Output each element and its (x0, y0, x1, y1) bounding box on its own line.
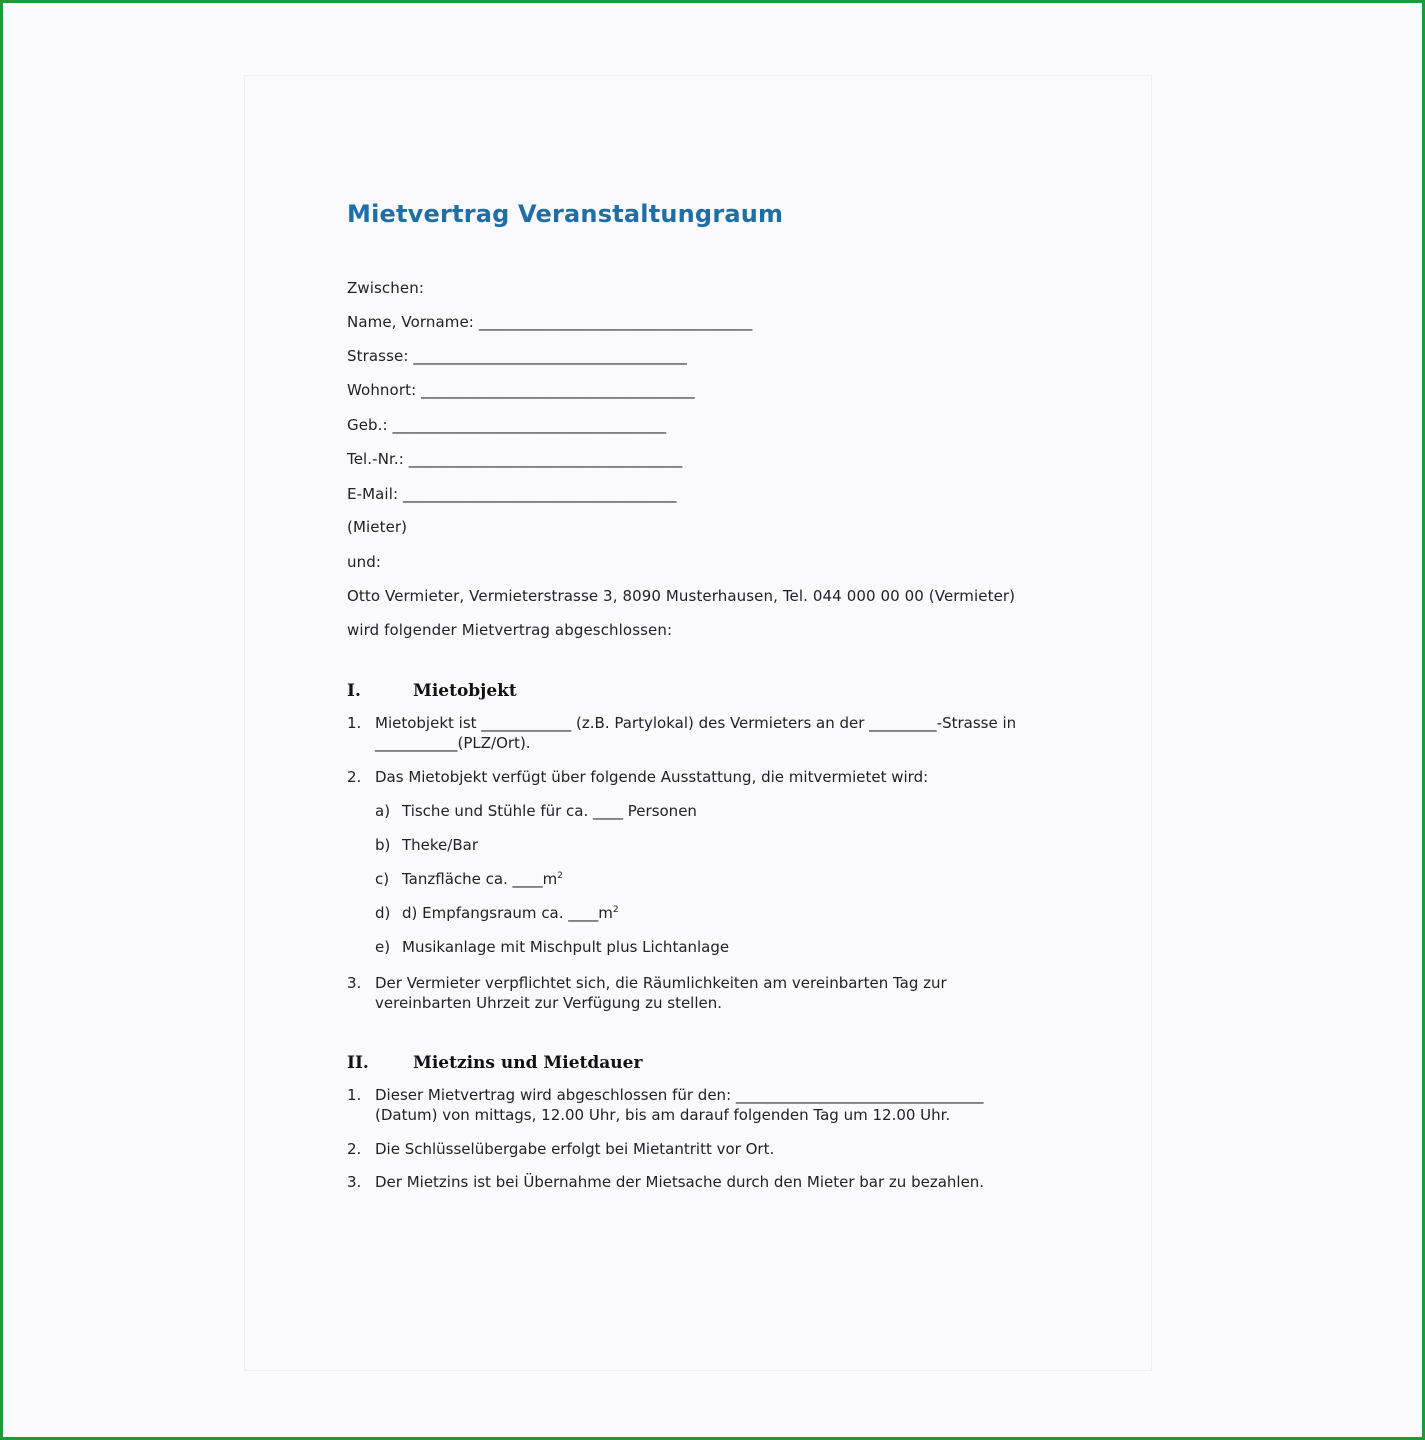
sub-item-letter: c) (375, 870, 390, 888)
section-heading-mietobjekt (347, 681, 517, 701)
list-item-text: Dieser Mietvertrag wird abgeschlossen für den: _________________________________ (Datum) von mittags, 12.00 Uhr, bis am darauf folgenden Tag um 12.00 Uhr. (375, 1086, 984, 1124)
field-name: Name, Vorname: ____________________________________ (347, 313, 753, 331)
sub-item-letter: e) (375, 938, 391, 956)
landlord-line: Otto Vermieter, Vermieterstrasse 3, 8090 Musterhausen, Tel. 044 000 00 00 (Vermieter) (347, 587, 1016, 605)
list-item-number: 3. (347, 1173, 362, 1191)
tenant-label: (Mieter) (347, 518, 408, 536)
superscript: 2 (612, 905, 619, 915)
list-item-number: 2. (347, 1140, 362, 1158)
field-phone: Tel.-Nr.: ____________________________________ (347, 450, 683, 468)
section-title: Mietobjekt (413, 681, 517, 701)
list-item-number: 1. (347, 1086, 362, 1104)
document-title: Mietvertrag Veranstaltungraum (347, 200, 784, 228)
sub-item-text: Tische und Stühle für ca. ____ Personen (402, 802, 697, 820)
list-item-number: 2. (347, 768, 362, 786)
field-birthdate: Geb.: ____________________________________ (347, 416, 667, 434)
list-item-text: Das Mietobjekt verfügt über folgende Ausstattung, die mitvermietet wird: (375, 768, 929, 786)
section-heading-mietzins (347, 1053, 642, 1073)
section-number: II. (347, 1053, 369, 1073)
superscript: 2 (557, 871, 563, 881)
field-email: E-Mail: ____________________________________ (347, 485, 677, 503)
sub-item-text: Musikanlage mit Mischpult plus Lichtanlage (402, 938, 730, 956)
list-item-text: Mietobjekt ist ____________ (z.B. Partylokal) des Vermieters an der _________-Strasse in ___________(PLZ/Ort). (375, 714, 1017, 752)
sub-item-text: Theke/Bar (402, 836, 478, 854)
list-item-text: Der Mietzins ist bei Übernahme der Mietsache durch den Mieter bar zu bezahlen. (375, 1173, 985, 1191)
field-street: Strasse: ____________________________________ (347, 347, 687, 365)
sub-item-letter: d) (375, 904, 391, 922)
document-page (244, 75, 1152, 1371)
sub-item-text: Tanzfläche ca. ____m (402, 870, 558, 888)
sub-item-letter: a) (375, 802, 391, 820)
sub-item (375, 870, 563, 888)
sub-item (375, 904, 619, 922)
sub-item (375, 802, 697, 820)
parties-intro: Zwischen: (347, 279, 424, 297)
sub-item (375, 938, 729, 956)
sub-item-text: d) Empfangsraum ca. ____m (402, 904, 613, 922)
field-city: Wohnort: ____________________________________ (347, 381, 695, 399)
contract-intro: wird folgender Mietvertrag abgeschlossen: (347, 621, 673, 639)
list-item-number: 3. (347, 974, 362, 992)
section-title: Mietzins und Mietdauer (413, 1053, 643, 1073)
list-item-text: Die Schlüsselübergabe erfolgt bei Mietantritt vor Ort. (375, 1140, 775, 1158)
list-item-number: 1. (347, 714, 362, 732)
list-item-text: Der Vermieter verpflichtet sich, die Räumlichkeiten am vereinbarten Tag zur vereinbarten Uhrzeit zur Verfügung zu stellen. (375, 974, 947, 1012)
sub-item (375, 836, 478, 854)
section-number: I. (347, 681, 361, 701)
sub-item-letter: b) (375, 836, 391, 854)
and-label: und: (347, 553, 381, 571)
